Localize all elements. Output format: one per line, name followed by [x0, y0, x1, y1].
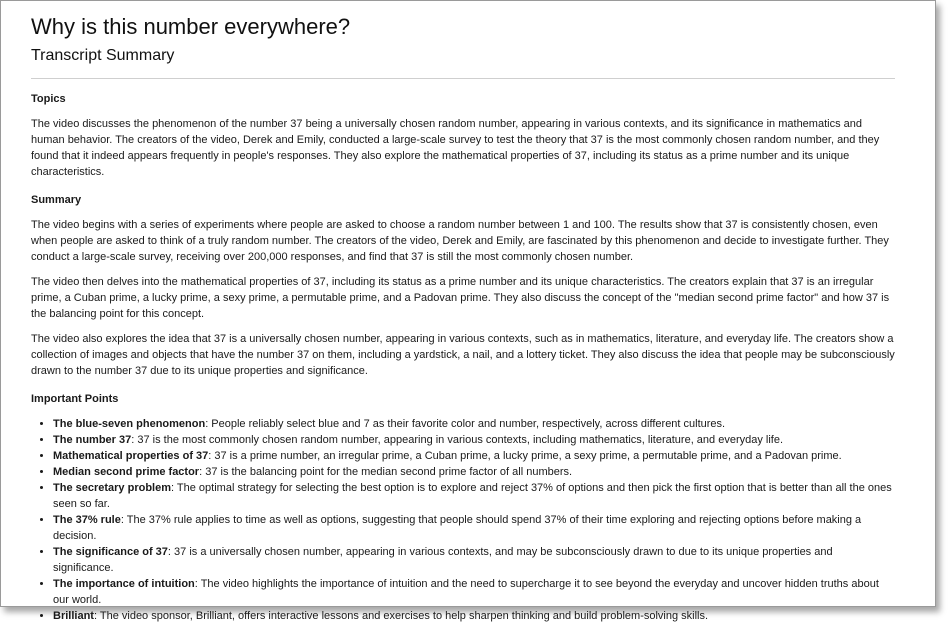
point-text: : The video highlights the importance of intuition and the need to supercharge it to see beyond the everyday and uncover hidden truths about our world. — [53, 578, 879, 606]
topics-paragraph: The video discusses the phenomenon of the number 37 being a universally chosen random number, appearing in various contexts, and its significance in mathematics and human behavior. The creators of the video, Derek and Emily, conducted a large-scale survey to test the theory that 37 is the most commonly chosen random number, and they found that it indeed appears frequently in people's responses. They also explore the mathematical properties of 37, including its status as a prime number and its unique characteristics. — [31, 118, 880, 178]
point-term: The significance of 37 — [53, 546, 168, 558]
point-text: : The optimal strategy for selecting the best option is to explore and reject 37% of options and then pick the first option that is better than all the ones seen so far. — [53, 482, 892, 510]
important-points-heading: Important Points — [31, 393, 119, 405]
point-text: : The 37% rule applies to time as well as options, suggesting that people should spend 37% of their time exploring and rejecting options before making a decision. — [53, 514, 862, 542]
list-item — [53, 432, 895, 448]
summary-paragraph-3: The video also explores the idea that 37 is a universally chosen number, appearing in various contexts, such as in mathematics, literature, and everyday life. The creators show a collection of images and objects that have the number 37 on them, including a yardstick, a nail, and a lottery ticket. They also discuss the idea that people may be subconsciously drawn to the number 37 due to its unique properties and significance. — [31, 333, 895, 377]
list-item — [53, 576, 895, 608]
document-content — [31, 13, 895, 624]
point-term: The secretary problem — [53, 482, 171, 494]
list-item — [53, 544, 895, 576]
point-term: Mathematical properties of 37 — [53, 450, 209, 462]
point-text: : 37 is the balancing point for the median second prime factor of all numbers. — [199, 466, 573, 478]
title-divider — [31, 78, 895, 79]
list-item — [53, 608, 895, 624]
point-text: : 37 is the most commonly chosen random number, appearing in various contexts, including mathematics, literature, and everyday life. — [131, 434, 784, 446]
point-text: : The video sponsor, Brilliant, offers interactive lessons and exercises to help sharpen thinking and build problem-solving skills. — [93, 610, 709, 622]
point-term: Brilliant — [53, 610, 94, 622]
list-item — [53, 464, 895, 480]
point-text: : 37 is a prime number, an irregular prime, a Cuban prime, a lucky prime, a sexy prime, a permutable prime, and a Padovan prime. — [208, 450, 842, 462]
list-item — [53, 416, 895, 432]
point-term: The 37% rule — [53, 514, 121, 526]
page-title: Why is this number everywhere? — [31, 14, 351, 39]
point-term: The importance of intuition — [53, 578, 195, 590]
summary-paragraph-2: The video then delves into the mathematical properties of 37, including its status as a prime number and its unique characteristics. The creators explain that 37 is an irregular prime, a Cuban prime, a lucky prime, a sexy prime, a permutable prime, and a Padovan prime. They also discuss the concept of the "median second prime factor" and how 37 is the balancing point for this concept. — [31, 276, 890, 320]
point-term: Median second prime factor — [53, 466, 200, 478]
point-term: The blue-seven phenomenon — [53, 418, 206, 430]
list-item — [53, 448, 895, 464]
list-item — [53, 512, 895, 544]
point-text: : People reliably select blue and 7 as their favorite color and number, respectively, across different cultures. — [205, 418, 726, 430]
page-subtitle: Transcript Summary — [31, 47, 175, 64]
list-item — [53, 480, 895, 512]
important-points-list — [31, 416, 895, 624]
point-term: The number 37 — [53, 434, 132, 446]
topics-heading: Topics — [31, 93, 66, 105]
summary-heading: Summary — [31, 194, 82, 206]
summary-paragraph-1: The video begins with a series of experiments where people are asked to choose a random number between 1 and 100. The results show that 37 is consistently chosen, even when people are asked to think of a truly random number. The creators of the video, Derek and Emily, are fascinated by this phenomenon and decide to investigate further. They conduct a large-scale survey, receiving over 200,000 responses, and find that 37 is still the most commonly chosen number. — [31, 219, 889, 263]
point-text: : 37 is a universally chosen number, appearing in various contexts, and may be subconsciously drawn to due to its unique properties and significance. — [53, 546, 833, 574]
